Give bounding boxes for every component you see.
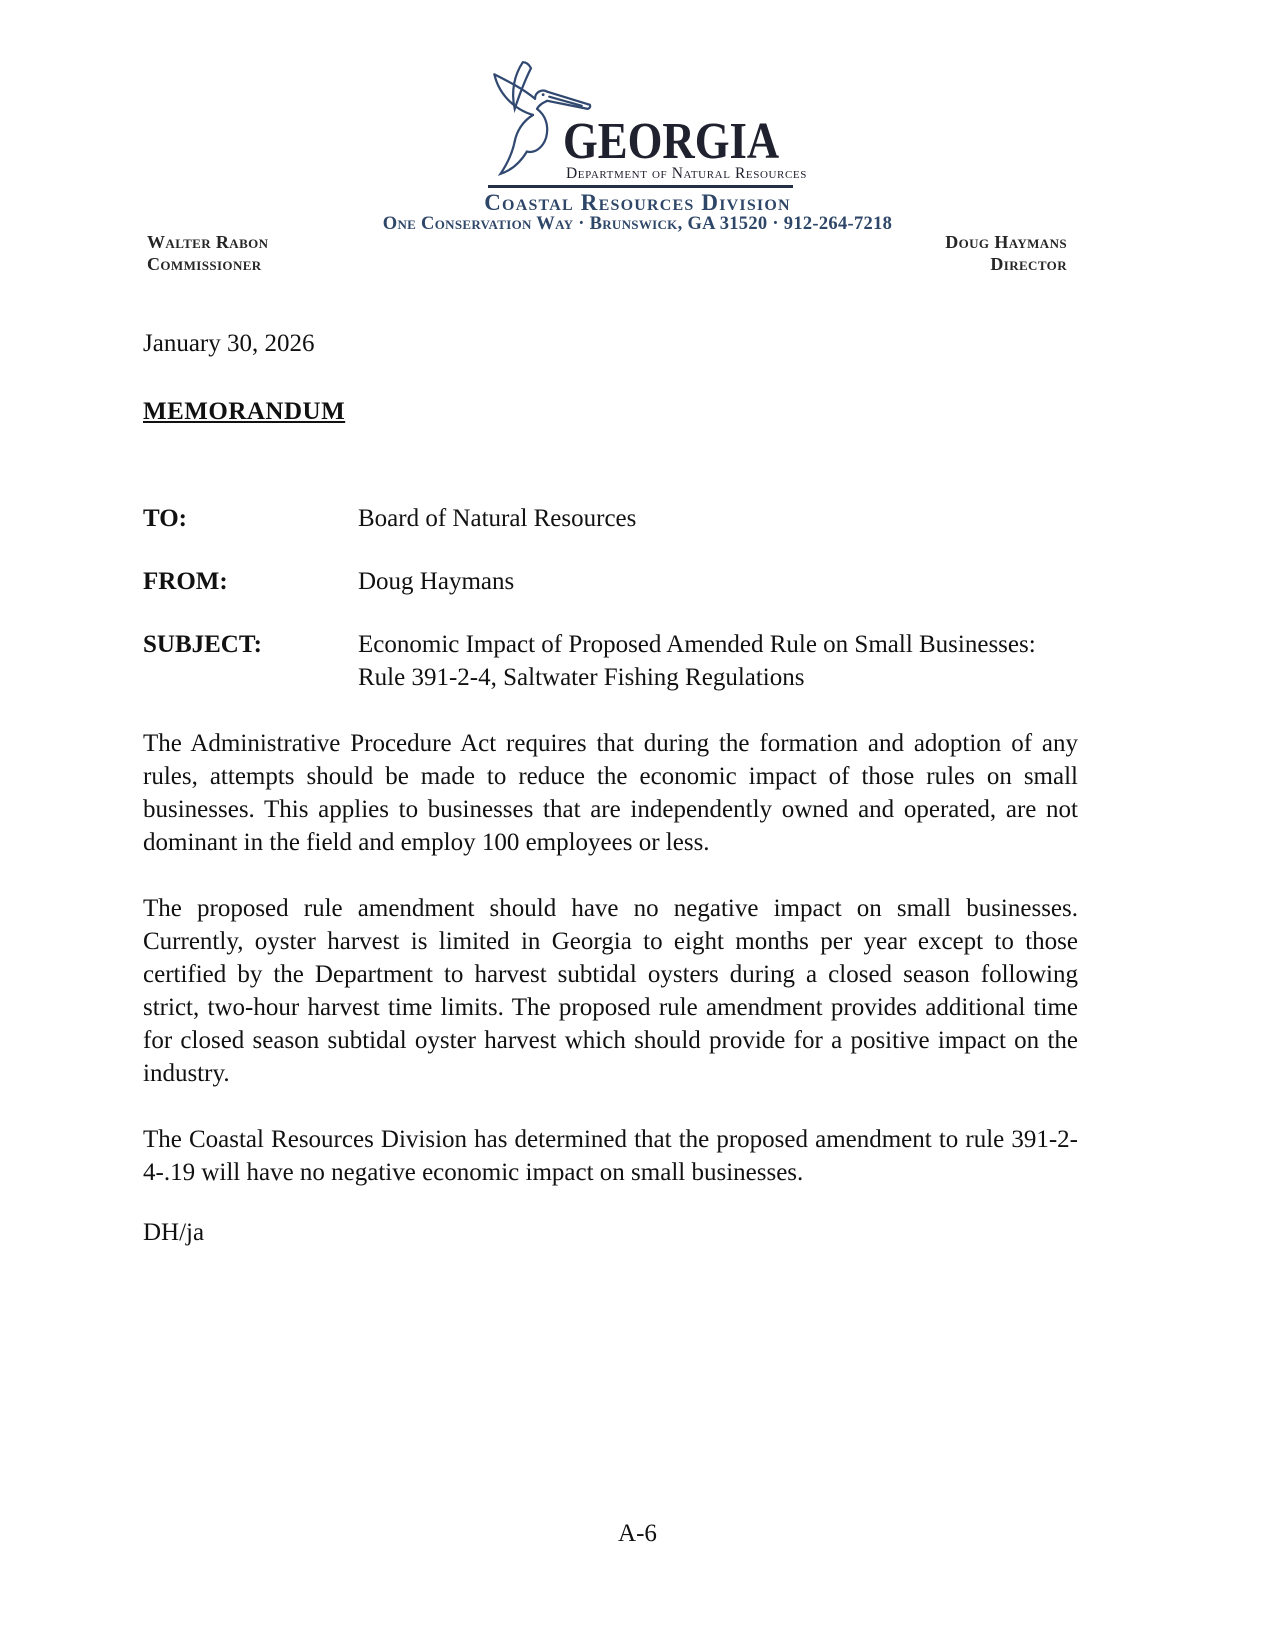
- memo-field-subject-value: Economic Impact of Proposed Amended Rule on Small Businesses: Rule 391-2-4, Saltwater Fishing Regulations: [358, 631, 1036, 691]
- division-name: Coastal Resources Division: [484, 190, 791, 215]
- memo-initials: DH/ja: [143, 1219, 205, 1246]
- letterhead: [0, 0, 1275, 300]
- memo-field-from: [143, 565, 1078, 598]
- memo-field-subject: [143, 628, 1078, 694]
- memo-field-to-label: TO:: [143, 505, 187, 532]
- director-block: [945, 231, 1067, 275]
- memo-field-from-label: FROM:: [143, 568, 228, 595]
- memo-paragraph: The proposed rule amendment should have no negative impact on small businesses. Currently, oyster harvest is limited in Georgia to eight months per year except to those certified by the Department to harvest subtidal oysters during a closed season following strict, two-hour harvest time limits. The proposed rule amendment provides additional time for closed season subtidal oyster harvest which should provide for a positive impact on the industry.: [143, 895, 1078, 1087]
- division-address: One Conservation Way · Brunswick, GA 31520 · 912-264-7218: [382, 214, 893, 234]
- divider-line: [488, 185, 793, 188]
- memo-field-to-value: Board of Natural Resources: [358, 505, 637, 532]
- org-department: Department of Natural Resources: [566, 165, 807, 182]
- org-name: GEORGIA: [563, 113, 780, 170]
- memo-body: [143, 300, 1078, 1249]
- commissioner-title: Commissioner: [147, 254, 262, 274]
- commissioner-name: Walter Rabon: [147, 232, 269, 252]
- memo-date: January 30, 2026: [143, 330, 315, 357]
- commissioner-block: [147, 231, 268, 275]
- page-number: A-6: [618, 1520, 657, 1547]
- memo-paragraph: The Administrative Procedure Act requires that during the formation and adoption of any rules, attempts should be made to reduce the economic impact of those rules on small businesses. This applies to businesses that are independently owned and operated, are not dominant in the field and employ 100 employees or less.: [143, 730, 1078, 856]
- director-name: Doug Haymans: [945, 232, 1067, 252]
- memo-paragraph: The Coastal Resources Division has determined that the proposed amendment to rule 391-2-4-.19 will have no negative economic impact on small businesses.: [143, 1126, 1078, 1186]
- memo-field-to: [143, 502, 1078, 535]
- memo-heading: MEMORANDUM: [143, 398, 346, 425]
- director-title: Director: [990, 254, 1067, 274]
- memo-field-from-value: Doug Haymans: [358, 568, 515, 595]
- memo-field-subject-label: SUBJECT:: [143, 631, 263, 658]
